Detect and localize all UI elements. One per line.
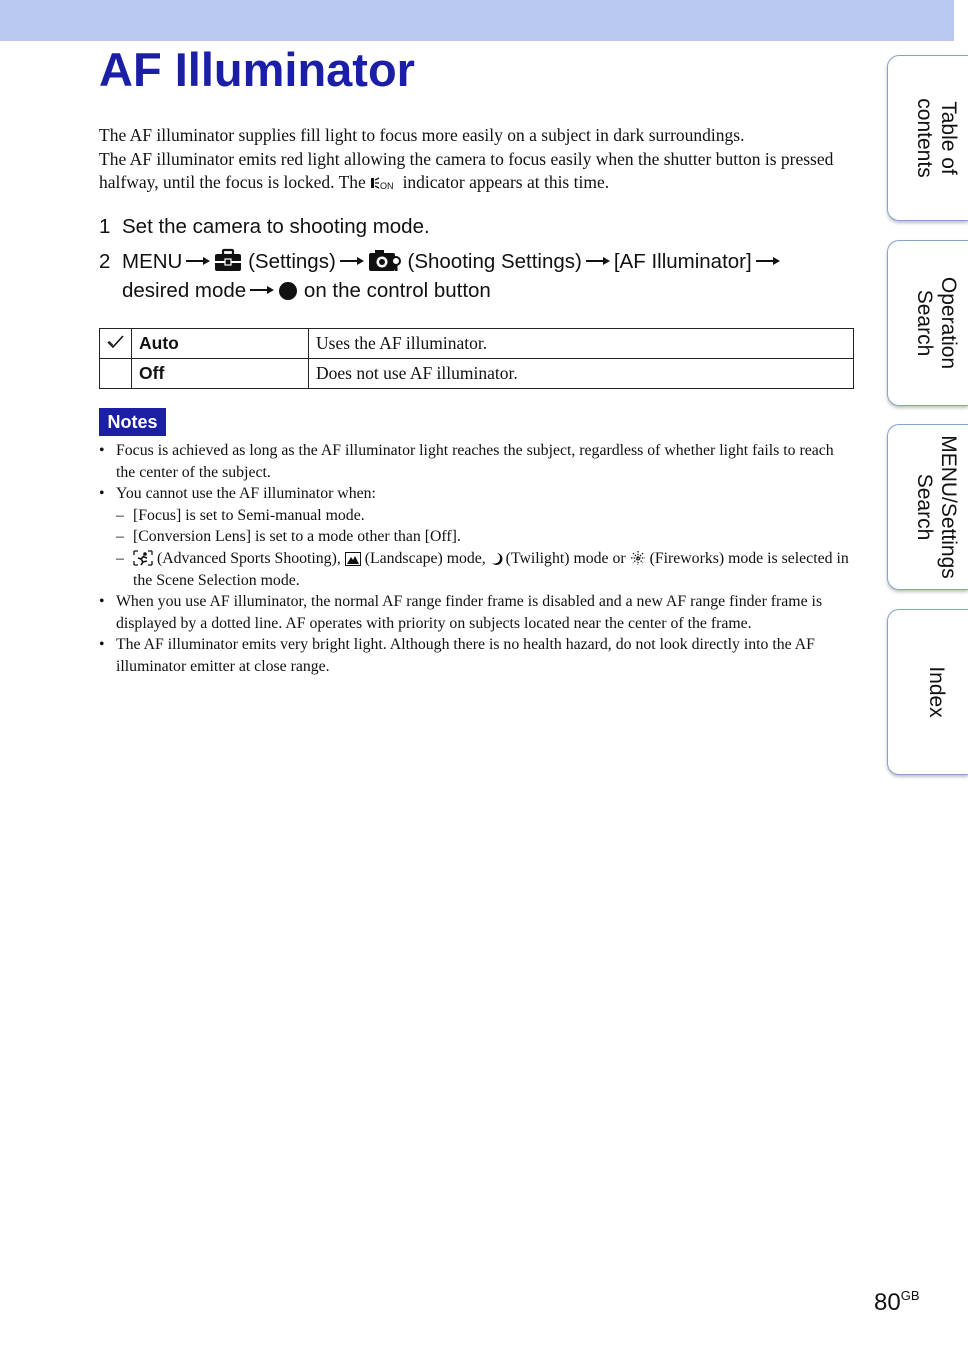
af-illuminator-on-icon: [370, 176, 398, 190]
mode-name: Off: [132, 359, 309, 389]
af-illuminator-label: [AF Illuminator]: [613, 249, 752, 273]
tab-table-of-contents-label: Table of contents: [913, 98, 960, 178]
step-1-number: 1: [99, 215, 111, 238]
intro-paragraph-1: The AF illuminator supplies fill light to focus more easily on a subject in dark surroundings.: [99, 125, 745, 145]
notes-badge: Notes: [99, 408, 166, 436]
notes-list: [99, 440, 854, 678]
tab-index[interactable]: [887, 609, 968, 775]
note-item: • You cannot use the AF illuminator when:: [99, 483, 854, 505]
top-color-band: [0, 0, 954, 41]
default-marker-cell: [100, 329, 132, 359]
intro-paragraph-2-text: The AF illuminator emits red light allowing the camera to focus easily when the shutter button is pressed halfway, until the focus is locked. The: [99, 148, 834, 192]
intro-text: [99, 124, 859, 195]
step-2: [99, 247, 859, 306]
arrow-right-icon: [755, 256, 781, 266]
fireworks-text: (Fireworks) mode is selected in the Scene Selection mode.: [133, 549, 849, 589]
table-row: [100, 329, 854, 359]
advanced-sports-text: (Advanced Sports Shooting),: [156, 549, 341, 567]
advanced-sports-icon: [133, 550, 153, 566]
page-title: AF Illuminator: [99, 43, 415, 96]
page-number-value: 80: [874, 1289, 901, 1316]
tab-index-label: Index: [925, 666, 948, 718]
center-button-dot-icon: [278, 281, 298, 301]
tab-operation-search[interactable]: [887, 240, 968, 406]
svg-text:ON: ON: [380, 181, 394, 191]
desired-mode-label: desired mode: [122, 279, 247, 302]
fireworks-icon: [630, 550, 646, 566]
arrow-right-icon: [185, 256, 211, 266]
settings-label: (Settings): [248, 249, 336, 273]
step-2-number: 2: [99, 249, 111, 273]
note-item: • The AF illuminator emits very bright light. Although there is no health hazard, do not look directly into the AF illuminator emitter at close range.: [99, 634, 854, 677]
intro-paragraph-2-end: indicator appears at this time.: [402, 172, 610, 192]
shooting-settings-camera-icon: [368, 248, 402, 272]
default-check-icon: [107, 335, 124, 349]
arrow-right-icon: [249, 285, 275, 295]
note-item: • Focus is achieved as long as the AF illuminator light reaches the subject, regardless of whether light fails to reach the center of the subject.: [99, 440, 854, 483]
step-1-text: Set the camera to shooting mode.: [122, 215, 430, 238]
settings-toolbox-icon: [214, 248, 242, 272]
mode-table: [99, 328, 854, 389]
tab-menu-settings-search[interactable]: [887, 424, 968, 590]
note-subitem: – [Conversion Lens] is set to a mode other than [Off].: [99, 526, 854, 548]
arrow-right-icon: [339, 256, 365, 266]
intro-paragraph-2: [99, 148, 859, 195]
twilight-text: (Twilight) mode or: [505, 549, 626, 567]
note-item: • When you use AF illuminator, the normal AF range finder frame is disabled and a new AF range finder frame is displayed by a dotted line. AF operates with priority on subjects located near the center of the frame.: [99, 591, 854, 634]
procedure-steps: [99, 212, 859, 306]
arrow-right-icon: [585, 256, 611, 266]
mode-description: Does not use AF illuminator.: [309, 359, 854, 389]
menu-label: MENU: [122, 249, 183, 273]
note-subitem: [99, 548, 854, 591]
tab-table-of-contents[interactable]: [887, 55, 968, 221]
step-1: [99, 212, 859, 242]
note-subitem: – [Focus] is set to Semi-manual mode.: [99, 505, 854, 527]
landscape-icon: [345, 552, 361, 566]
tab-menu-settings-search-label: MENU/Settings Search: [913, 435, 960, 579]
page-number-suffix: GB: [900, 1288, 920, 1303]
table-row: [100, 359, 854, 389]
mode-description: Uses the AF illuminator.: [309, 329, 854, 359]
default-marker-cell: [100, 359, 132, 389]
control-button-label: on the control button: [303, 279, 491, 302]
twilight-icon: [490, 552, 502, 566]
landscape-text: (Landscape) mode,: [364, 549, 486, 567]
shooting-settings-label: (Shooting Settings): [407, 249, 582, 273]
page-number: [874, 1288, 920, 1317]
mode-name: Auto: [132, 329, 309, 359]
tab-operation-search-label: Operation Search: [913, 276, 960, 370]
